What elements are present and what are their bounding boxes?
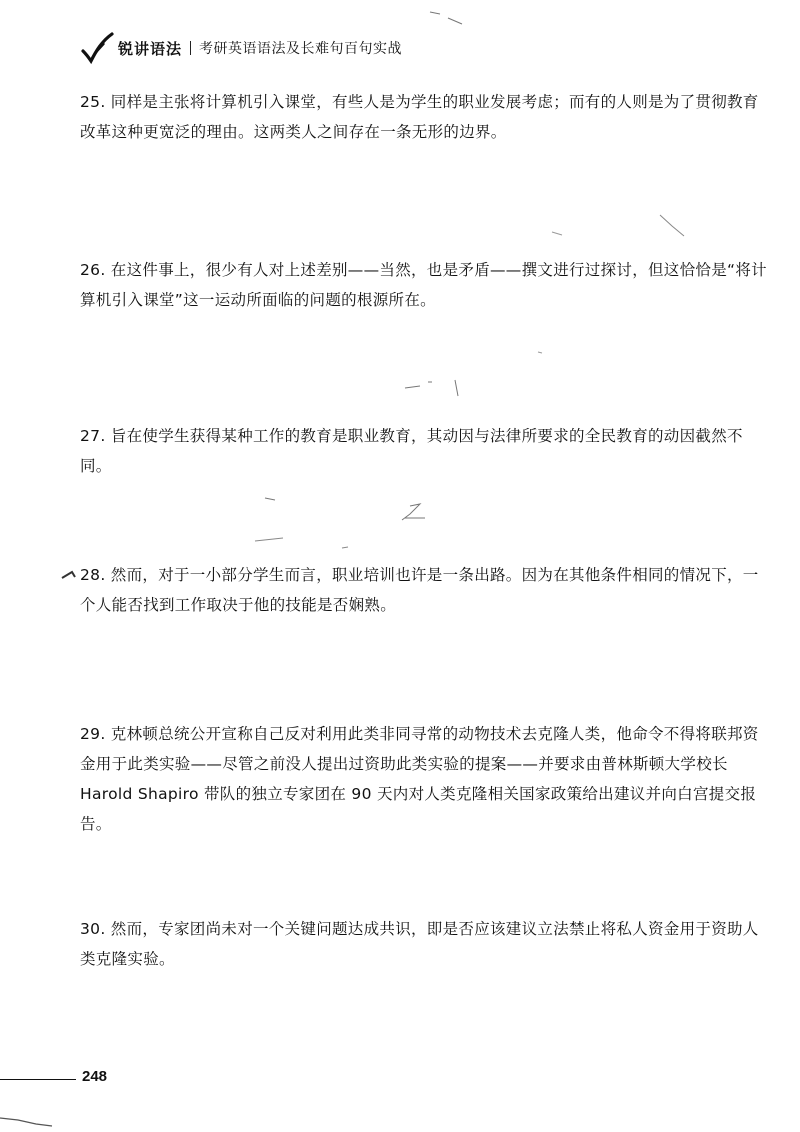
pen-check-logo-icon	[80, 31, 114, 65]
item-number: 26.	[80, 261, 106, 279]
sentence-item	[80, 255, 770, 315]
item-text: 旨在使学生获得某种工作的教育是职业教育，其动因与法律所要求的全民教育的动因截然不同。	[80, 427, 743, 475]
book-title: 考研英语语法及长难句百句实战	[199, 41, 403, 57]
item-number: 29.	[80, 725, 106, 743]
item-number: 28.	[80, 566, 106, 584]
sentence-item	[80, 421, 770, 481]
item-text: 在这件事上，很少有人对上述差别——当然，也是矛盾——撰文进行过探讨，但这恰恰是“将计算机引入课堂”这一运动所面临的问题的根源所在。	[80, 261, 767, 309]
item-text: 然而，专家团尚未对一个关键问题达成共识，即是否应该建议立法禁止将私人资金用于资助人类克隆实验。	[80, 920, 759, 968]
page-number: 248	[82, 1068, 108, 1085]
footer-rule	[0, 1079, 76, 1080]
brand-name: 锐讲语法	[118, 39, 183, 58]
sentence-item	[80, 719, 770, 839]
item-text: 然而，对于一小部分学生而言，职业培训也许是一条出路。因为在其他条件相同的情况下，一个人能否找到工作取决于他的技能是否娴熟。	[80, 566, 759, 614]
sentence-item	[80, 87, 770, 147]
item-number: 25.	[80, 93, 106, 111]
sentence-item	[80, 914, 770, 974]
item-text: 同样是主张将计算机引入课堂，有些人是为学生的职业发展考虑；而有的人则是为了贯彻教育改革这种更宽泛的理由。这两类人之间存在一条无形的边界。	[80, 93, 759, 141]
item-number: 27.	[80, 427, 106, 445]
sentence-item	[80, 560, 770, 620]
item-text: 克林顿总统公开宣称自己反对利用此类非同寻常的动物技术去克隆人类，他命令不得将联邦资金用于此类实验——尽管之前没人提出过资助此类实验的提案——并要求由普林斯顿大学校长 Harold Shapiro 带队的独立专家团在 90 天内对人类克隆相关国家政策给出建议并向白宫提交报告。	[80, 725, 759, 833]
header-divider	[190, 41, 191, 55]
running-header	[80, 28, 402, 68]
item-number: 30.	[80, 920, 106, 938]
